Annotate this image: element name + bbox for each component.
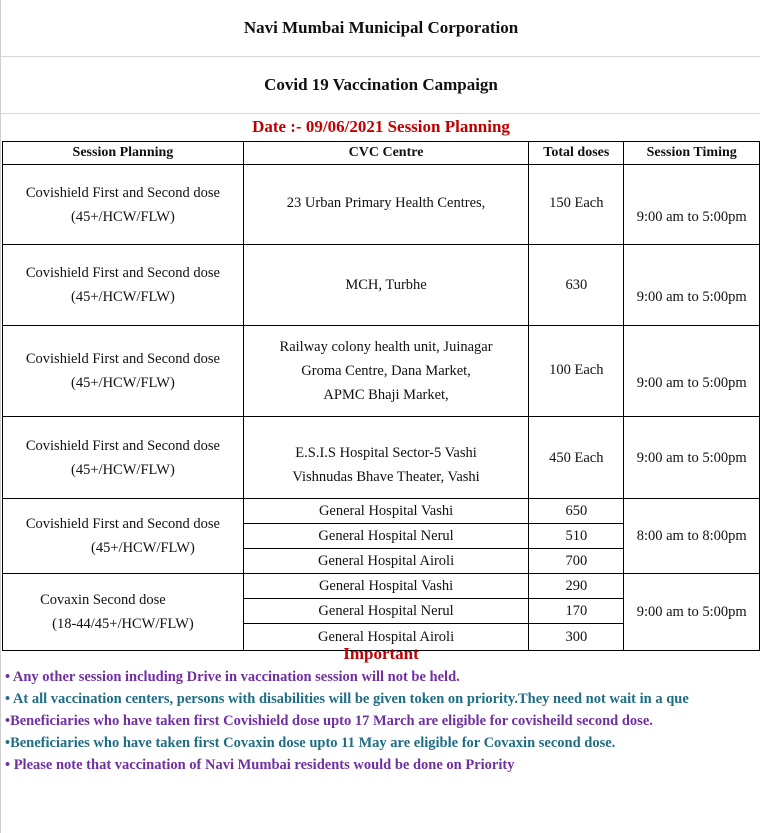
timing-cell: 9:00 am to 5:00pm: [624, 245, 760, 326]
doses-cell: 450 Each: [529, 417, 624, 499]
centre-cell: General Hospital Airoli: [243, 624, 528, 651]
timing-cell: 9:00 am to 5:00pm: [624, 417, 760, 499]
session-table: [2, 141, 760, 651]
col-header-cvc-centre: CVC Centre: [243, 142, 528, 165]
table-header-row: [3, 142, 760, 165]
centre-cell: General Hospital Nerul: [243, 524, 528, 549]
doses-cell: 290: [529, 574, 624, 599]
important-heading: Important: [343, 644, 419, 663]
plan-line: Covishield First and Second dose: [25, 265, 220, 281]
plan-group-line: (45+/HCW/FLW): [71, 375, 175, 391]
col-header-total-doses: Total doses: [529, 142, 624, 165]
plan-group-line: (18-44/45+/HCW/FLW): [52, 616, 194, 632]
table-row: [3, 245, 760, 326]
note-item: • Please note that vaccination of Navi Mumbai residents would be done on Priority: [5, 757, 515, 773]
session-plan-cell: [3, 499, 244, 574]
timing-cell: 9:00 am to 5:00pm: [624, 165, 760, 245]
important-notes: [1, 642, 760, 776]
centre-line: E.S.I.S Hospital Sector-5 Vashi: [295, 444, 477, 461]
note-item: • At all vaccination centers, persons with disabilities will be given token on priority.They need not wait in a que: [5, 691, 689, 707]
session-plan-cell: [3, 245, 244, 326]
centre-cell: [243, 326, 528, 417]
doses-cell: 630: [529, 245, 624, 326]
plan-group-line: (45+/HCW/FLW): [91, 540, 195, 556]
plan-line: Covishield First and Second dose: [25, 184, 220, 201]
org-title: Navi Mumbai Municipal Corporation: [1, 0, 760, 57]
plan-group-line: (45+/HCW/FLW): [71, 461, 175, 478]
note-item: •Beneficiaries who have taken first Covaxin dose upto 11 May are eligible for Covaxin second dose.: [5, 735, 616, 751]
plan-line: Covishield First and Second dose: [25, 516, 220, 532]
note-item: • Any other session including Drive in vaccination session will not be held.: [5, 669, 460, 685]
centre-line: Vishnudas Bhave Theater, Vashi: [292, 468, 480, 485]
centre-cell: General Hospital Airoli: [243, 549, 528, 574]
centre-cell: MCH, Turbhe: [243, 245, 528, 326]
table-row: [3, 499, 760, 524]
campaign-title: Covid 19 Vaccination Campaign: [1, 57, 760, 114]
doses-cell: 510: [529, 524, 624, 549]
centre-line: Groma Centre, Dana Market,: [301, 363, 471, 379]
doses-cell: 170: [529, 599, 624, 624]
doses-cell: 150 Each: [529, 165, 624, 245]
doses-cell: 100 Each: [529, 326, 624, 417]
note-item: •Beneficiaries who have taken first Covishield dose upto 17 March are eligible for covisheild second dose.: [5, 713, 653, 729]
table-row: [3, 574, 760, 599]
session-plan-cell: [3, 417, 244, 499]
plan-line: Covishield First and Second dose: [25, 437, 220, 454]
plan-group-line: (45+/HCW/FLW): [71, 208, 175, 225]
centre-line: APMC Bhaji Market,: [323, 387, 449, 403]
session-plan-cell: [3, 574, 244, 651]
col-header-session-timing: Session Timing: [624, 142, 760, 165]
centre-cell: 23 Urban Primary Health Centres,: [243, 165, 528, 245]
session-plan-cell: [3, 326, 244, 417]
table-row: [3, 417, 760, 499]
centre-cell: General Hospital Vashi: [243, 574, 528, 599]
date-line: Date :- 09/06/2021 Session Planning: [252, 117, 510, 136]
doses-cell: 300: [529, 624, 624, 651]
plan-line: Covaxin Second dose: [40, 592, 166, 608]
centre-line: Railway colony health unit, Juinagar: [279, 339, 493, 355]
plan-line: Covishield First and Second dose: [25, 351, 220, 367]
col-header-session-planning: Session Planning: [3, 142, 244, 165]
centre-cell: General Hospital Vashi: [243, 499, 528, 524]
table-row: [3, 165, 760, 245]
doses-cell: 700: [529, 549, 624, 574]
timing-cell: 8:00 am to 8:00pm: [624, 499, 760, 574]
centre-cell: General Hospital Nerul: [243, 599, 528, 624]
timing-cell: 9:00 am to 5:00pm: [624, 574, 760, 651]
session-plan-cell: [3, 165, 244, 245]
centre-cell: [243, 417, 528, 499]
plan-group-line: (45+/HCW/FLW): [71, 289, 175, 305]
doses-cell: 650: [529, 499, 624, 524]
table-row: [3, 326, 760, 417]
timing-cell: 9:00 am to 5:00pm: [624, 326, 760, 417]
